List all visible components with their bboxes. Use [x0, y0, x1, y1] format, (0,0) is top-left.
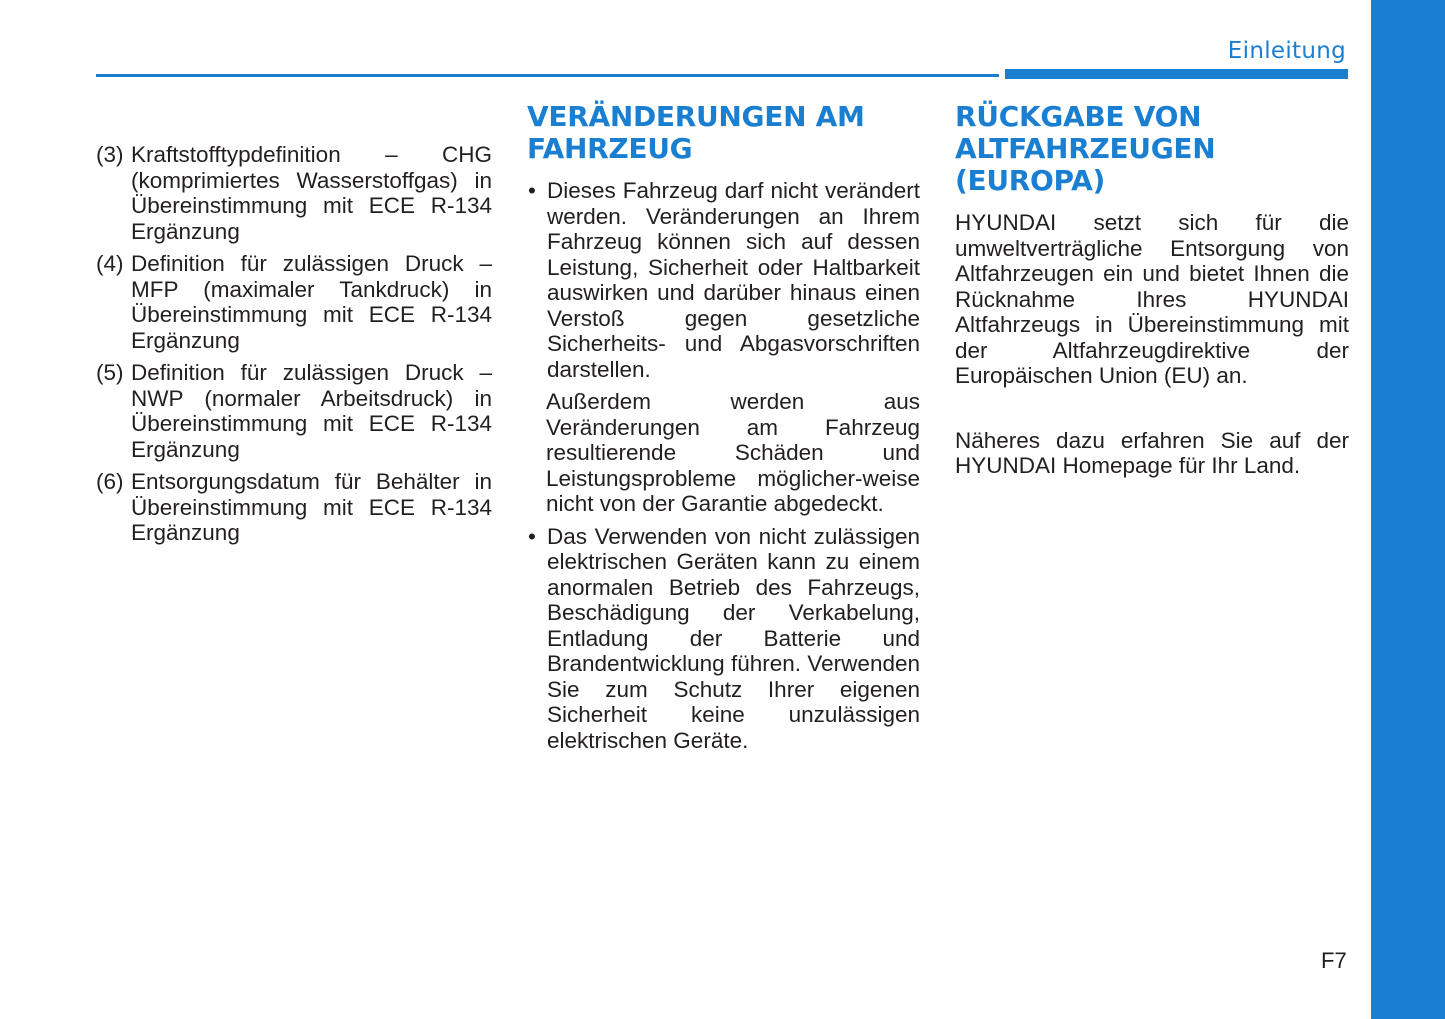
- list-item-text: Entsorgungsdatum für Behälter in Übereinstimmung mit ECE R-134 Ergänzung: [131, 469, 492, 545]
- bullet-icon: •: [528, 523, 536, 549]
- page-number: F7: [1321, 948, 1347, 973]
- right-column: [955, 101, 1349, 479]
- list-item-number: (6): [96, 469, 124, 494]
- section-label: Einleitung: [1227, 38, 1346, 64]
- section-heading: VERÄNDERUNGEN AM FAHRZEUG: [527, 100, 865, 165]
- list-item: [96, 360, 492, 462]
- bullet-continuation: Außerdem werden aus Veränderungen am Fahrzeug resultierende Schäden und Leistungsprobleme möglicher-weise nicht von der Garantie abgedeckt.: [546, 389, 920, 516]
- list-item-number: (5): [96, 360, 124, 385]
- left-column: [96, 142, 492, 553]
- bullet-icon: •: [528, 178, 536, 203]
- header-rule: [96, 74, 999, 77]
- bullet-item: [527, 524, 920, 754]
- bullet-text: Das Verwenden von nicht zulässigen elektrischen Geräten kann zu einem anormalen Betrieb des Fahrzeugs, Beschädigung der Verkabelung, Entladung der Batterie und Brandentwicklung führen. Verwenden Sie zum Schutz Ihrer eigenen Sicherheit keine unzulässigen elektrischen Geräte.: [547, 523, 920, 753]
- section-heading: RÜCKGABE VON ALTFAHRZEUGEN (EUROPA): [955, 100, 1216, 197]
- list-item-text: Kraftstofftypdefinition – CHG (komprimiertes Wasserstoffgas) in Übereinstimmung mit ECE R-134 Ergänzung: [131, 142, 492, 244]
- list-item-text: Definition für zulässigen Druck – NWP (normaler Arbeitsdruck) in Übereinstimmung mit ECE R-134 Ergänzung: [131, 360, 492, 462]
- bullet-item: [527, 178, 920, 382]
- list-item-number: (4): [96, 251, 124, 276]
- bullet-text: Dieses Fahrzeug darf nicht verändert werden. Veränderungen an Ihrem Fahrzeug können sich auf dessen Leistung, Sicherheit oder Haltbarkeit auswirken und darüber hinaus einen Verstoß gegen gesetzliche Sicherheits- und Abgasvorschriften darstellen.: [547, 178, 920, 382]
- list-item: [96, 251, 492, 353]
- middle-column: [527, 101, 920, 760]
- paragraph: Näheres dazu erfahren Sie auf der HYUNDAI Homepage für Ihr Land.: [955, 427, 1349, 478]
- list-item-text: Definition für zulässigen Druck – MFP (maximaler Tankdruck) in Übereinstimmung mit ECE R-134 Ergänzung: [131, 251, 492, 353]
- list-item-number: (3): [96, 142, 124, 167]
- list-item: [96, 469, 492, 546]
- list-item: [96, 142, 492, 244]
- paragraph: HYUNDAI setzt sich für die umweltverträgliche Entsorgung von Altfahrzeugen ein und bietet Ihnen die Rücknahme Ihres HYUNDAI Altfahrzeugs in Übereinstimmung mit der Altfahrzeugdirektive der Europäischen Union (EU) an.: [955, 210, 1349, 388]
- header-rule-accent: [1005, 69, 1348, 79]
- chapter-tab-bar: [1371, 0, 1445, 1019]
